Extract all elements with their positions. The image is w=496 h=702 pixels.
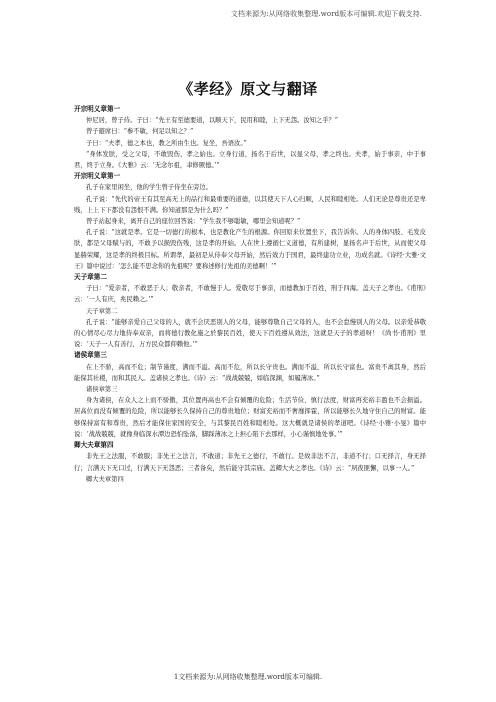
body-paragraph: 孔子说：“先代的帝王有其至高无上的品行和最重要的道德，以其使天下人心归顺，人民和睦相处。人们无论是尊贵还是卑贱，上上下下都没有怨恨不满。你知道那是为什么吗？” bbox=[74, 195, 426, 214]
document-body bbox=[74, 104, 426, 485]
body-paragraph: 仲尼居，曾子侍。子曰：“先王有至德要道，以顺天下，民用和睦，上下无怨。汝知之乎？” bbox=[86, 117, 339, 125]
footer-source-note: 1文档来源为:从网络收集整理.word版本可编辑. bbox=[173, 673, 323, 681]
body-paragraph: 孔子说：“这就是孝。它是一切德行的根本，也是教化产生的根源。你回原来位置坐下，我告诉你。人的身体四肢、毛发皮肤，都是父母赋与的，不敢予以损毁伤残，这是孝的开始。人在世上遵循仁义道德，有所建树，显扬名声于后世，从而使父母显赫荣耀，这是孝的终极目标。所谓孝，最初是从侍奉父母开始，然后效力于国君，最终建功立业，功成名就。《诗经·大雅·文王》篇中说过：‘怎么能不思念你的先祖呢？要称述修行先祖的美德啊！’” bbox=[74, 229, 426, 270]
body-paragraph: 非先王之法服，不敢服；非先王之法言，不敢道；非先王之德行，不敢行。是故非法不言，非道不行；口无择言，身无择行；言满天下无口过，行满天下无怨恶；三者备矣，然后能守其宗庙。盖卿大夫之孝也。《诗》云：“夙夜匪懈，以事一人。” bbox=[74, 453, 426, 472]
chapter-heading: 诸侯章第三 bbox=[74, 351, 107, 360]
body-paragraph: 身为诸侯，在众人之上而不骄傲，其位置再高也不会有倾覆的危险；生活节俭、慎行法度，财富再充裕丰盈也不会损溢。居高位而没有倾覆的危险，所以能够长久保持自己的尊贵地位；财富充裕而不奢靡挥霍，所以能够长久地守住自己的财富。能够保持富有和尊贵，然后才能保住家国的安全，与其黎民百姓和睦相处。这大概就是诸侯的孝道吧。《诗经·小雅·小旻》篇中说：‘战战兢兢，就像身临深水潭边恐怕坠落，脚踩薄冰之上担心陷下去那样，小心谨慎地处事。’” bbox=[74, 397, 426, 438]
body-paragraph: 子曰：“夫孝，德之本也，教之所由生也。复坐，吾语汝。” bbox=[86, 139, 247, 147]
body-paragraph: 天子章第二 bbox=[86, 307, 118, 315]
document-title: 《孝经》原文与翻译 bbox=[178, 80, 318, 98]
body-paragraph: 孔子在家里闲坐，他的学生曾子侍坐在旁边。 bbox=[86, 184, 212, 192]
body-paragraph: 在上不骄，高而不危；制节谨度，满而不溢。高而不危，所以长守贵也。满而不溢，所以长守富也。富贵不离其身，然后能保其社稷，而和其民人。盖诸侯之孝也。《诗》云：“战战兢兢，如临深渊，如履薄冰。” bbox=[74, 363, 426, 382]
body-paragraph: 曾子站起身来，离开自己的座位回答说：“学生我不够聪敏，哪里会知道呢？” bbox=[86, 218, 301, 226]
chapter-heading: 开宗明义章第一 bbox=[74, 105, 121, 113]
header-source-note: 文档来源为:从网络收集整理.word版本可编辑.欢迎下载支持. bbox=[230, 10, 422, 18]
chapter-heading: 卿大夫章第四 bbox=[74, 441, 114, 450]
body-paragraph: 孔子说：“能够亲爱自己父母的人，就不会厌恶别人的父母，能够尊敬自己父母的人，也不会怠慢别人的父母。以亲爱恭敬的心情尽心尽力地侍奉双亲，而将德行教化施之於黎民百姓，使天下百姓遵从效法，这就是天子的孝道呀！《尚书·甫刑》里说：‘天子一人有善行，万方民众都仰赖他。’” bbox=[74, 318, 426, 349]
body-paragraph: 子曰：“爱亲者，不敢恶于人；敬亲者，不敢慢于人。爱敬尽于事亲，而德教加于百姓，刑于四海。盖天子之孝也。《甫刑》云：‘一人有庆，兆民赖之。’” bbox=[74, 285, 426, 304]
body-paragraph: 诸侯章第三 bbox=[86, 386, 118, 394]
body-paragraph: 曾子避席曰：“参不敏，何足以知之？” bbox=[86, 128, 194, 136]
body-paragraph: “身体发肤，受之父母，不敢毁伤，孝之始也。立身行道，扬名于后世，以显父母，孝之终也。夫孝，始于事亲，中于事君，终于立身。《大雅》云：‘无念尔祖，聿修厥德。’” bbox=[74, 150, 426, 170]
body-paragraph: 卿大夫章第四 bbox=[86, 475, 124, 483]
chapter-heading: 天子章第二 bbox=[74, 273, 107, 282]
chapter-heading: 开宗明义章第一 bbox=[74, 172, 121, 181]
